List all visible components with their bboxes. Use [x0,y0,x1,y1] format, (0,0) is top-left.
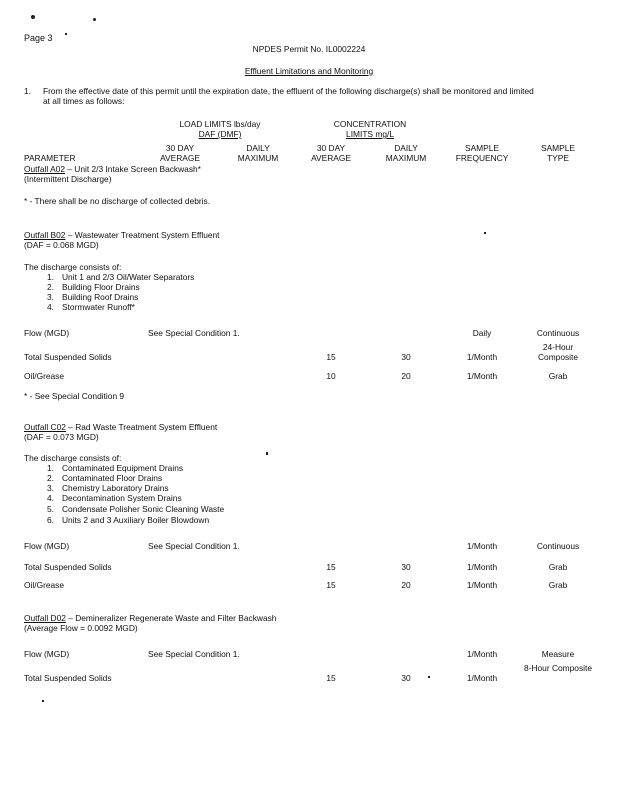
outfall-a02-desc: – Unit 2/3 Intake Screen Backwash* [64,164,201,174]
type-cell: Grab [548,562,568,572]
concmax-cell: 30 [401,352,411,362]
header-conc-30day-avg: AVERAGE [311,153,351,163]
header-conc-daily: DAILY [394,143,418,153]
load-cell: See Special Condition 1. [148,541,240,551]
list-item: 6. Units 2 and 3 Auxiliary Boiler Blowdown [47,515,210,525]
header-sample-frequency-2: FREQUENCY [455,153,509,163]
list-item: 1. Unit 1 and 2/3 Oil/Water Separators [47,272,195,282]
header-sample-frequency: SAMPLE [465,143,499,153]
scan-speck [65,33,67,35]
outfall-a02-note: * - There shall be no discharge of collected debris. [24,196,211,206]
type-cell: Grab [548,371,568,381]
freq-cell: 1/Month [466,673,498,683]
outfall-d02-title [24,613,276,623]
param-cell: Total Suspended Solids [24,562,112,572]
intro-line-1: From the effective date of this permit until the expiration date, the effluent of the following discharge(s) shall be monitored and limited [43,86,534,96]
outfall-d02-subtitle: (Average Flow = 0.0092 MGD) [24,623,138,633]
concmax-cell: 30 [401,562,411,572]
outfall-c02-desc: – Rad Waste Treatment System Effluent [65,422,218,432]
list-item: 3. Chemistry Laboratory Drains [47,483,169,493]
header-load-daily-max: MAXIMUM [237,153,279,163]
type-cell: Grab [548,580,568,590]
list-item: 4. Decontamination System Drains [47,493,182,503]
outfall-d02-id: Outfall D02 [24,613,66,623]
outfall-b02-consists: The discharge consists of: [24,262,122,272]
outfall-c02-title [24,422,217,432]
page-label: Page 3 [24,33,53,43]
outfall-a02-title [24,164,201,174]
header-conc-30day: 30 DAY [316,143,346,153]
intro-line-2: at all times as follows: [43,96,125,106]
outfall-c02-subtitle: (DAF = 0.073 MGD) [24,432,99,442]
outfall-b02-subtitle: (DAF = 0.068 MGD) [24,240,99,250]
list-item: 4. Stormwater Runoff* [47,302,135,312]
intro-number: 1. [24,86,31,96]
type-cell: Measure [541,649,575,659]
scan-speck [93,18,96,21]
header-sample-type-2: TYPE [547,153,569,163]
header-concentration: CONCENTRATION [333,119,407,129]
freq-cell: Daily [472,328,492,338]
freq-cell: 1/Month [466,541,498,551]
list-item: 3. Building Roof Drains [47,292,139,302]
outfall-c02-consists: The discharge consists of: [24,453,122,463]
outfall-a02-id: Outfall A02 [24,164,65,174]
outfall-b02-desc: – Wastewater Treatment System Effluent [65,230,220,240]
outfall-b02-title [24,230,220,240]
param-cell: Flow (MGD) [24,649,70,659]
param-cell: Flow (MGD) [24,328,70,338]
concmax-cell: 20 [401,580,411,590]
header-load-daily: DAILY [246,143,270,153]
param-cell: Total Suspended Solids [24,352,112,362]
header-parameter: PARAMETER [24,153,76,163]
scan-speck [266,452,268,455]
concmax-cell: 30 [401,673,411,683]
header-conc-daily-max: MAXIMUM [385,153,427,163]
type-cell: Continuous [536,328,580,338]
param-cell: Total Suspended Solids [24,673,112,683]
outfall-d02-desc: – Demineralizer Regenerate Waste and Filter Backwash [65,613,277,623]
param-cell: Flow (MGD) [24,541,70,551]
permit-title: NPDES Permit No. IL0002224 [252,44,366,54]
header-load-30day-avg: AVERAGE [160,153,200,163]
scan-speck [31,15,35,19]
load-cell: See Special Condition 1. [148,649,240,659]
outfall-c02-id: Outfall C02 [24,422,66,432]
list-item: 1. Contaminated Equipment Drains [47,463,184,473]
param-cell: Oil/Grease [24,580,65,590]
conc30-cell: 15 [326,562,336,572]
list-item: 5. Condensate Polisher Sonic Cleaning Waste [47,504,225,514]
conc30-cell: 15 [326,580,336,590]
header-limits-mgl: LIMITS mg/L [346,129,394,139]
outfall-a02-subtitle: (Intermittent Discharge) [24,174,112,184]
conc30-cell: 10 [326,371,336,381]
scan-speck [484,232,486,234]
header-load-dmf: DAF (DMF) [198,129,242,139]
freq-cell: 1/Month [466,562,498,572]
header-load-limits: LOAD LIMITS lbs/day [179,119,261,129]
header-sample-type: SAMPLE [541,143,575,153]
header-load-30day: 30 DAY [165,143,195,153]
param-cell: Oil/Grease [24,371,65,381]
type-cell: 24-Hour Composite [537,342,579,362]
list-item: 2. Building Floor Drains [47,282,140,292]
list-item: 2. Contaminated Floor Drains [47,473,163,483]
freq-cell: 1/Month [466,352,498,362]
section-title: Effluent Limitations and Monitoring [244,66,374,76]
freq-cell: 1/Month [466,649,498,659]
freq-cell: 1/Month [466,580,498,590]
type-cell: Continuous [536,541,580,551]
freq-cell: 1/Month [466,371,498,381]
concmax-cell: 20 [401,371,411,381]
scan-speck [42,700,44,702]
load-cell: See Special Condition 1. [148,328,240,338]
type-cell: 8-Hour Composite [524,663,592,673]
conc30-cell: 15 [326,352,336,362]
conc30-cell: 15 [326,673,336,683]
outfall-b02-id: Outfall B02 [24,230,66,240]
outfall-b02-note: * - See Special Condition 9 [24,391,125,401]
